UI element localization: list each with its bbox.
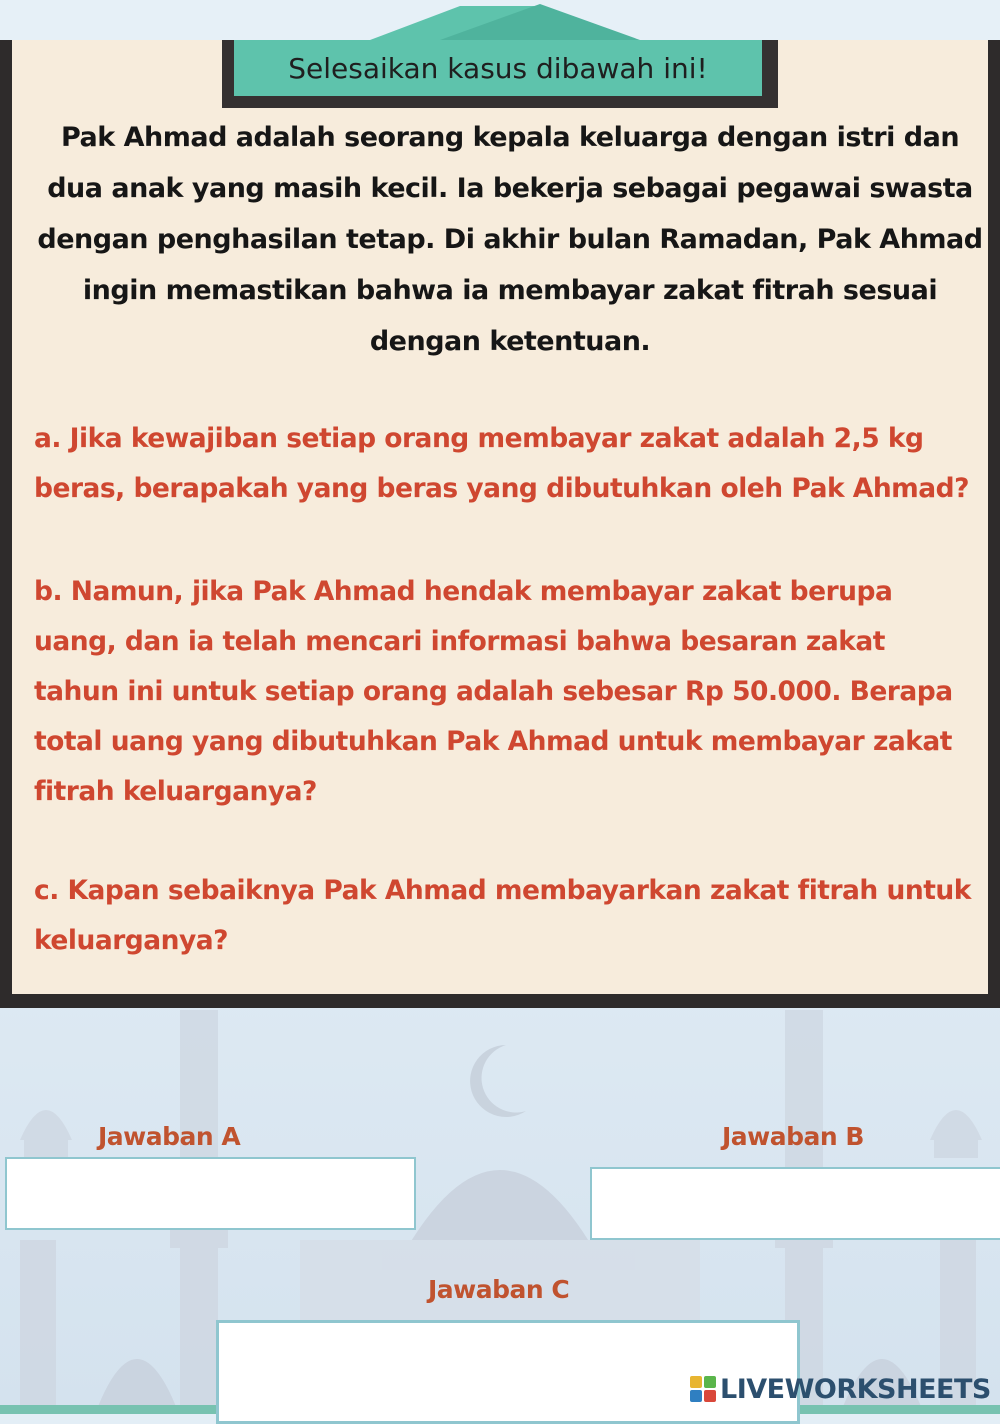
case-title: Selesaikan kasus dibawah ini! xyxy=(222,40,778,108)
answer-b-label: Jawaban B xyxy=(722,1122,864,1151)
question-b: b. Namun, jika Pak Ahmad hendak membayar zakat berupa uang, dan ia telah mencari informasi bahwa besaran zakat tahun ini untuk setiap orang adalah sebesar Rp 50.000. Berapa total uang yang dibutuhkan Pak Ahmad untuk membayar zakat fitrah keluarganya? xyxy=(34,576,953,807)
liveworksheets-brand[interactable] xyxy=(690,1371,991,1407)
answer-a-label: Jawaban A xyxy=(98,1122,241,1151)
answer-a-input[interactable] xyxy=(5,1157,416,1230)
liveworksheets-logo-icon xyxy=(690,1376,716,1402)
answer-c-label: Jawaban C xyxy=(428,1275,570,1304)
case-intro: Pak Ahmad adalah seorang kepala keluarga dengan istri dan dua anak yang masih kecil. Ia bekerja sebagai pegawai swasta dengan penghasilan tetap. Di akhir bulan Ramadan, Pak Ahmad ingin memastikan bahwa ia membayar zakat fitrah sesuai dengan ketentuan. xyxy=(37,122,983,357)
brand-text: LIVEWORKSHEETS xyxy=(720,1373,991,1405)
question-a: a. Jika kewajiban setiap orang membayar zakat adalah 2,5 kg beras, berapakah yang beras yang dibutuhkan oleh Pak Ahmad? xyxy=(34,423,970,504)
question-c: c. Kapan sebaiknya Pak Ahmad membayarkan zakat fitrah untuk keluarganya? xyxy=(34,875,971,956)
answer-b-input[interactable] xyxy=(590,1167,1000,1240)
